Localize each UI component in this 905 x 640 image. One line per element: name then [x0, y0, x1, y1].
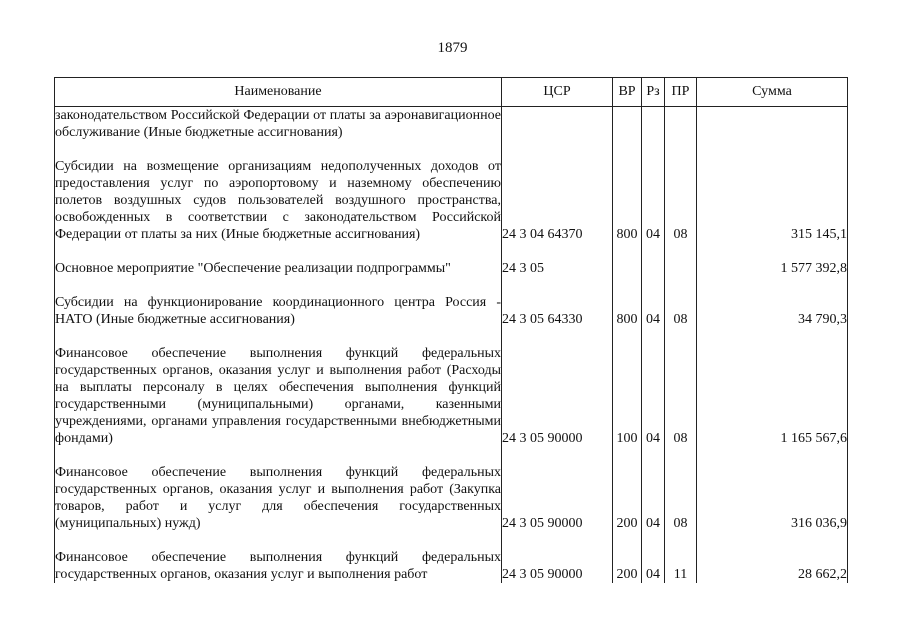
- row-rz: [642, 260, 665, 277]
- table-row: [55, 107, 848, 142]
- table-row: [55, 158, 848, 243]
- row-csr: 24 3 05 90000: [502, 549, 613, 583]
- row-spacer: [55, 243, 848, 260]
- row-sum: 34 790,3: [697, 294, 848, 328]
- table-row: [55, 345, 848, 447]
- row-name: Финансовое обеспечение выполнения функций федеральных государственных органов, оказания услуг и выполнения работ (Закупка товаров, работ и услуг для обеспечения государственных (муниципальных) нужд): [55, 465, 501, 531]
- row-name: Субсидии на возмещение организациям недополученных доходов от предоставления услуг по аэропортовому и наземному обеспечению полетов воздушных судов пользователей воздушного пространства, освобожденных в соответствии с законодательством Российской Федерации от платы за них (Иные бюджетные ассигнования): [55, 159, 501, 242]
- row-spacer: [55, 277, 848, 294]
- column-header-csr: ЦСР: [502, 78, 613, 107]
- row-vr: 800: [613, 158, 642, 243]
- row-vr: 100: [613, 345, 642, 447]
- page-number: 1879: [437, 40, 468, 56]
- column-header-name: Наименование: [55, 78, 502, 107]
- row-pr: 08: [665, 464, 697, 532]
- row-sum: [697, 107, 848, 142]
- row-rz: 04: [642, 549, 665, 583]
- row-vr: [613, 260, 642, 277]
- table-row: [55, 294, 848, 328]
- row-pr: 08: [665, 345, 697, 447]
- row-name: законодательством Российской Федерации от платы за аэронавигационное обслуживание (Иные бюджетные ассигнования): [55, 108, 501, 140]
- row-name: Субсидии на функционирование координационного центра Россия - НАТО (Иные бюджетные ассигнования): [55, 295, 501, 327]
- row-spacer: [55, 141, 848, 158]
- row-csr: 24 3 04 64370: [502, 158, 613, 243]
- row-rz: 04: [642, 158, 665, 243]
- row-sum: 1 577 392,8: [697, 260, 848, 277]
- row-pr: 08: [665, 158, 697, 243]
- row-csr: 24 3 05 64330: [502, 294, 613, 328]
- row-rz: [642, 107, 665, 142]
- row-spacer: [55, 328, 848, 345]
- row-rz: 04: [642, 294, 665, 328]
- row-pr: 11: [665, 549, 697, 583]
- row-pr: [665, 260, 697, 277]
- row-pr: 08: [665, 294, 697, 328]
- table-row: [55, 549, 848, 583]
- column-header-rz: Рз: [642, 78, 665, 107]
- row-name: Финансовое обеспечение выполнения функций федеральных государственных органов, оказания услуг и выполнения работ (Расходы на выплаты персоналу в целях обеспечения выполнения функций государственными (муниципальными) органами, казенными учреждениями, органами управления государственными внебюджетными фондами): [55, 346, 501, 446]
- row-csr: [502, 107, 613, 142]
- row-sum: 316 036,9: [697, 464, 848, 532]
- column-header-vr: ВР: [613, 78, 642, 107]
- row-sum: 28 662,2: [697, 549, 848, 583]
- row-rz: 04: [642, 345, 665, 447]
- row-vr: 200: [613, 549, 642, 583]
- row-vr: 800: [613, 294, 642, 328]
- row-csr: 24 3 05: [502, 260, 613, 277]
- row-name: Финансовое обеспечение выполнения функций федеральных государственных органов, оказания услуг и выполнения работ: [55, 550, 501, 582]
- row-sum: 315 145,1: [697, 158, 848, 243]
- table-row: [55, 464, 848, 532]
- row-spacer: [55, 532, 848, 549]
- row-vr: 200: [613, 464, 642, 532]
- row-csr: 24 3 05 90000: [502, 464, 613, 532]
- row-name: Основное мероприятие "Обеспечение реализации подпрограммы": [55, 260, 502, 277]
- row-pr: [665, 107, 697, 142]
- budget-table: [54, 77, 848, 583]
- column-header-pr: ПР: [665, 78, 697, 107]
- row-csr: 24 3 05 90000: [502, 345, 613, 447]
- table-header-row: [55, 78, 848, 107]
- row-sum: 1 165 567,6: [697, 345, 848, 447]
- row-rz: 04: [642, 464, 665, 532]
- row-spacer: [55, 447, 848, 464]
- column-header-sum: Сумма: [697, 78, 848, 107]
- table-row: [55, 260, 848, 277]
- row-vr: [613, 107, 642, 142]
